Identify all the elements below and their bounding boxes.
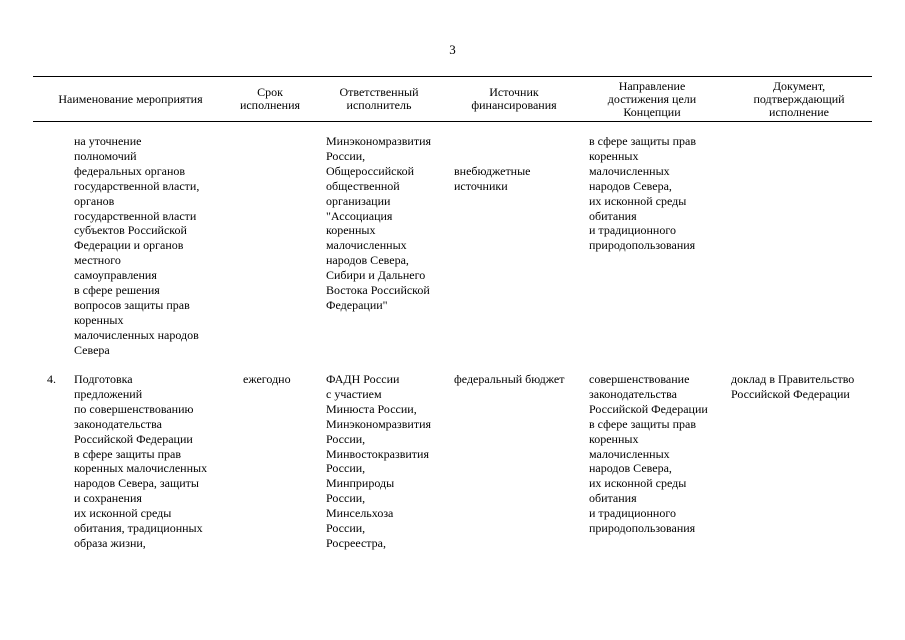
row-1-name: на уточнение полномочий федеральных органов государственной власти, органов государственной власти субъектов Российской Федерации и органов местного самоуправления в сфере решения вопросов защиты прав коренных малочисленных народов Севера	[74, 134, 200, 357]
header-funding-text: Источник финансирования	[471, 85, 557, 112]
header-responsible-text: Ответственный исполнитель	[339, 85, 419, 112]
row-1-direction: в сфере защиты прав коренных малочисленных народов Севера, их исконной среды обитания и традиционного природопользования	[589, 134, 697, 253]
row-2-direction: совершенствование законодательства Российской Федерации в сфере защиты прав коренных малочисленных народов Севера, их исконной среды обитания и традиционного природопользования	[589, 372, 708, 536]
header-direction-text: Направление достижения цели Концепции	[607, 78, 697, 119]
header-name	[33, 79, 228, 119]
row-2-document: доклад в Правительство Российской Федерации	[731, 372, 855, 401]
row-2-number: 4.	[47, 372, 56, 386]
row-2-term: ежегодно	[243, 372, 291, 386]
header-term-text: Срок исполнения	[239, 85, 301, 112]
header-direction	[582, 79, 722, 119]
page-number: 3	[449, 42, 456, 57]
table-header-rule	[33, 121, 872, 122]
row-2-funding: федеральный бюджет	[454, 372, 565, 386]
header-funding	[448, 79, 580, 119]
row-1-funding: внебюджетные источники	[454, 164, 531, 193]
header-document	[728, 79, 870, 119]
row-2-responsible: ФАДН России с участием Минюста России, Минэкономразвития России, Минвостокразвития России, Минприроды России, Минсельхоза России, Росреестра,	[326, 372, 432, 550]
row-1-responsible: Минэкономразвития России, Общероссийской общественной организации "Ассоциация коренных малочисленных народов Севера, Сибири и Дальнего Востока Российской Федерации"	[326, 134, 432, 312]
header-responsible	[314, 79, 444, 119]
header-document-text: Документ, подтверждающий исполнение	[753, 78, 845, 119]
row-2-name: Подготовка предложений по совершенствованию законодательства Российской Федерации в сфере защиты прав коренных малочисленных народов Севера, защиты и сохранения их исконной среды обитания, традиционных образа жизни,	[74, 372, 208, 550]
header-term	[228, 79, 312, 119]
table-top-rule	[33, 76, 872, 77]
header-name-text: Наименование мероприятия	[58, 91, 203, 106]
